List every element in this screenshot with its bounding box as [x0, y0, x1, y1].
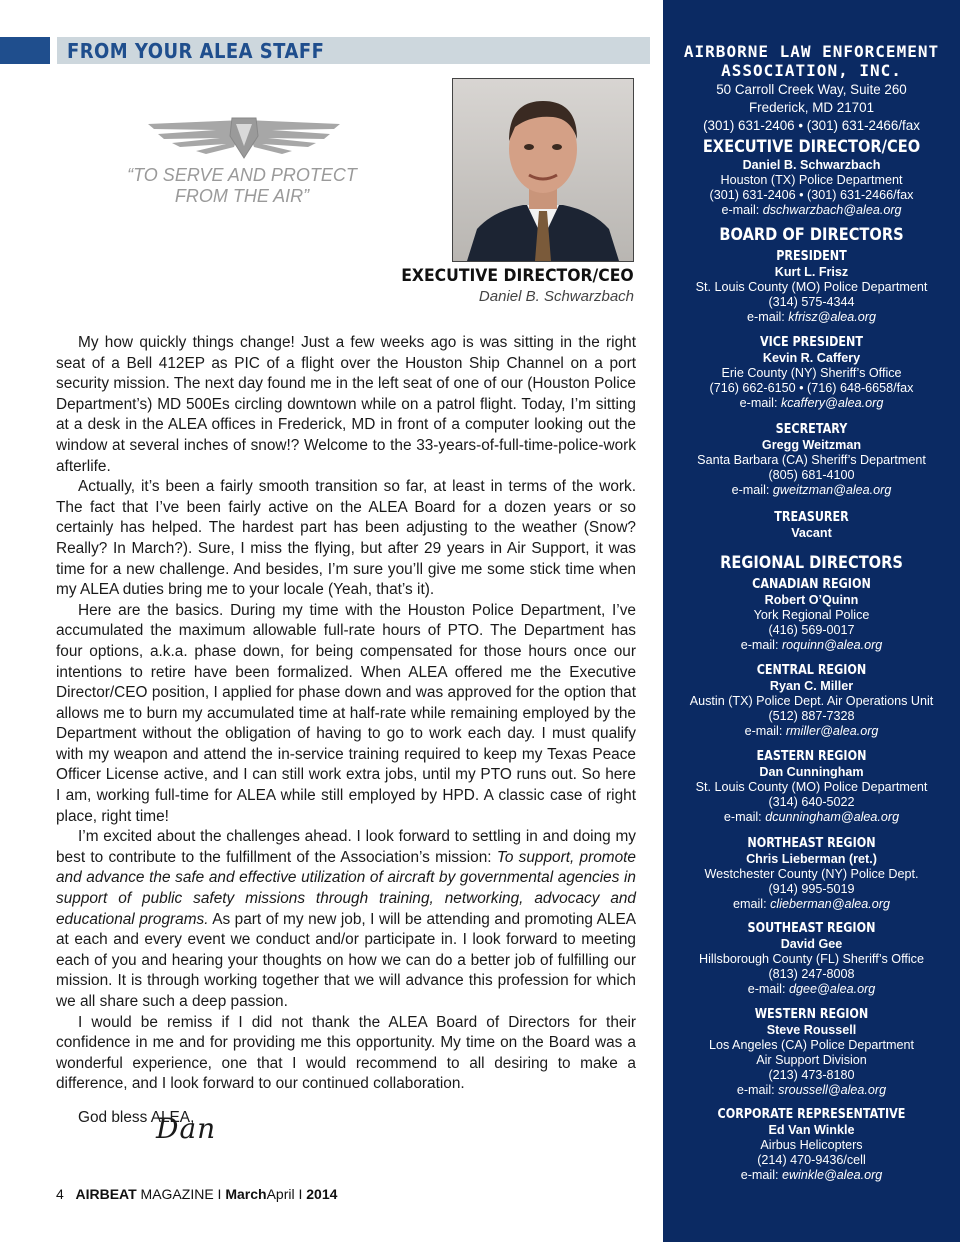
org-name-line-2: ASSOCIATION, INC.: [721, 61, 902, 80]
region-email: [663, 1083, 960, 1098]
region-org: York Regional Police: [753, 608, 870, 622]
region-email: [663, 638, 960, 653]
region-role: EASTERN REGION: [756, 749, 867, 764]
paragraph-4: [56, 827, 636, 1012]
motto: [110, 165, 374, 207]
exec-email: [663, 203, 960, 218]
officer-phone: (805) 681-4100: [768, 468, 855, 482]
region-org: Airbus Helicopters: [760, 1138, 863, 1152]
region-phone: (416) 569-0017: [768, 623, 855, 637]
magazine-name: AIRBEAT: [75, 1186, 137, 1202]
org-address-1: 50 Carroll Creek Way, Suite 260: [716, 82, 907, 97]
email-label: e-mail:: [723, 810, 766, 824]
officer-email: [663, 310, 960, 325]
org-phone: (301) 631-2406 • (301) 631-2466/fax: [703, 118, 920, 133]
email-address[interactable]: dschwarzbach@alea.org: [762, 203, 902, 217]
email-label: email:: [733, 897, 771, 911]
officer-name: Kurt L. Frisz: [774, 265, 849, 279]
issue-month-start: March: [225, 1186, 267, 1202]
officer-org: Santa Barbara (CA) Sheriff’s Department: [697, 453, 926, 467]
officer-phone: (716) 662-6150 • (716) 648-6658/fax: [709, 381, 914, 395]
region-southeast: [663, 921, 960, 997]
region-email: [663, 810, 960, 825]
region-org-2: Air Support Division: [756, 1053, 867, 1067]
directory-sidebar: [663, 0, 960, 1242]
region-name: Chris Lieberman (ret.): [746, 852, 877, 866]
header-accent-block: [0, 37, 50, 64]
exec-org: Houston (TX) Police Department: [720, 173, 903, 187]
portrait-image: [453, 79, 633, 261]
region-org: Los Angeles (CA) Police Department: [708, 1038, 915, 1052]
issue-year: 2014: [306, 1186, 338, 1202]
region-name: Ryan C. Miller: [769, 679, 854, 693]
email-label: e-mail:: [740, 1168, 782, 1182]
footer-separator: I: [294, 1186, 307, 1202]
closing-line: God bless ALEA,: [78, 1108, 195, 1126]
region-phone: (914) 995-5019: [768, 882, 855, 896]
article-body: [56, 333, 636, 1129]
email-address[interactable]: rmiller@alea.org: [785, 724, 879, 738]
region-phone: (512) 887-7328: [768, 709, 855, 723]
org-name-line-1: AIRBORNE LAW ENFORCEMENT: [683, 42, 940, 61]
region-name: David Gee: [780, 937, 843, 951]
footer-separator: I: [213, 1186, 226, 1202]
region-phone: (213) 473-8180: [768, 1068, 855, 1082]
region-role: NORTHEAST REGION: [747, 836, 876, 851]
officer-phone: (314) 575-4344: [768, 295, 855, 309]
email-address[interactable]: dcunningham@alea.org: [765, 810, 900, 824]
email-label: e-mail:: [747, 310, 789, 324]
paragraph-3: Here are the basics. During my time with the Houston Police Department, I’ve accumulated the maximum allowable full-rate hours of PTO. The Department has four options, a.k.a. phase down, for being compensated for those hours once our intentions to retire have been formalized. When ALEA offered me the Executive Director/CEO position, I applied for phase down and was approved for the option that allows me to burn my accumulated time at half-rate while remaining employed by the Department without the obligation of having to go to work each day. I must qualify with my weapon and attend the in-service training required to keep my Texas Peace Officer License active, and I can still work extra jobs, until my PTO runs out. So here I am, working full-time for ALEA while still employed by HPD. A classic case of right place, right time!: [56, 601, 636, 825]
officer-email: [663, 483, 960, 498]
regional-heading-text: REGIONAL DIRECTORS: [720, 553, 903, 573]
region-phone: (813) 247-8008: [768, 967, 855, 981]
officer-treasurer: [663, 510, 960, 541]
region-org: Austin (TX) Police Dept. Air Operations Unit: [689, 694, 934, 708]
email-label: e-mail:: [731, 483, 773, 497]
email-address[interactable]: dgee@alea.org: [788, 982, 876, 996]
region-role: CENTRAL REGION: [756, 663, 867, 678]
officer-email: [663, 396, 960, 411]
officer-name: Kevin R. Caffery: [762, 351, 861, 365]
officer-name: Gregg Weitzman: [761, 438, 862, 452]
email-address[interactable]: kcaffery@alea.org: [780, 396, 884, 410]
email-address[interactable]: gweitzman@alea.org: [772, 483, 892, 497]
region-name: Ed Van Winkle: [768, 1123, 855, 1137]
page-number: 4: [56, 1186, 64, 1202]
region-role: WESTERN REGION: [754, 1007, 869, 1022]
region-role: CORPORATE REPRESENTATIVE: [717, 1107, 906, 1122]
region-email: [663, 1168, 960, 1183]
paragraph-1: My how quickly things change! Just a few weeks ago is was sitting in the right seat of a Bell 412EP as PIC of a flight over the Houston Ship Channel on a port security mission. The next day found me in the left seat of one of our (Houston Police Department’s) MD 500Es circling downtown while on a patrol flight. Today, I’m sitting at a desk in the ALEA offices in Frederick, MD in front of a computer looking out the window at several inches of snow!? Welcome to the 33-years-of-full-time-police-work afterlife.: [56, 334, 636, 475]
section-title: FROM YOUR ALEA STAFF: [67, 39, 325, 63]
portrait-photo: [452, 78, 634, 262]
email-address[interactable]: kfrisz@alea.org: [788, 310, 876, 324]
officer-vice-president: [663, 335, 960, 411]
officer-role: TREASURER: [774, 510, 849, 525]
region-email: [663, 897, 960, 912]
board-heading-text: BOARD OF DIRECTORS: [719, 225, 904, 245]
email-address[interactable]: clieberman@alea.org: [770, 897, 890, 911]
officer-secretary: [663, 422, 960, 498]
email-label: e-mail:: [740, 638, 782, 652]
byline-name: Daniel B. Schwarzbach: [478, 288, 634, 305]
regional-heading: [663, 553, 960, 574]
region-name: Steve Roussell: [766, 1023, 857, 1037]
region-western: [663, 1007, 960, 1098]
email-label: e-mail:: [736, 1083, 779, 1097]
officer-role: PRESIDENT: [776, 249, 847, 264]
paragraph-4-end: As part of my new job, I will be attending and promoting ALEA at each and every event we conduct and/or participate in. I look forward to meeting each of you and hearing your thoughts on how we can do a better job of fulfilling our mission. It is through working together that we will advance this profession for which we all share such a deep passion.: [56, 910, 636, 1010]
region-role: SOUTHEAST REGION: [747, 921, 876, 936]
officer-role: VICE PRESIDENT: [759, 335, 864, 350]
region-org: Hillsborough County (FL) Sheriff’s Office: [699, 952, 924, 966]
email-label: e-mail:: [739, 396, 781, 410]
exec-heading: EXECUTIVE DIRECTOR/CEO: [702, 137, 921, 157]
paragraph-2: Actually, it’s been a fairly smooth transition so far, at least in terms of the work. The fact that I’ve been fairly active on the ALEA Board for a dozen years or so certainly has helped. The hardest part has been adjusting to the weather (Snow? Really? In March?). Sure, I miss the flying, but after 29 years in Air Support, it was time for a new challenge. And besides, I’m sure you’ll give me some stick time when my ALEA duties bring me to your locale (Yeah, that’s it).: [56, 478, 636, 599]
email-label: e-mail:: [747, 982, 789, 996]
issue-month-end: April: [266, 1186, 295, 1202]
board-heading: [663, 225, 960, 246]
email-address[interactable]: sroussell@alea.org: [778, 1083, 887, 1097]
signature: Dan: [156, 1112, 217, 1145]
region-email: [663, 982, 960, 997]
wings-icon: [146, 114, 342, 164]
paragraph-5: I would be remiss if I did not thank the ALEA Board of Directors for their confidence in me and for providing me this opportunity. My time on the Board was a wonderful experience, one that I would recommend to all desiring to make a difference, and I look forward to our continued collaboration.: [56, 1013, 636, 1093]
region-email: [663, 724, 960, 739]
motto-line-1: “TO SERVE AND PROTECT: [127, 165, 357, 185]
mission-statement: To support, promote and advance the safe and effective utilization of aircraft by governmental agencies in support of public safety missions through training, networking, advocacy and educational programs.: [56, 848, 636, 928]
region-role: CANADIAN REGION: [752, 577, 871, 592]
magazine-word: MAGAZINE: [136, 1186, 214, 1202]
region-canadian: [663, 577, 960, 653]
exec-name: Daniel B. Schwarzbach: [742, 158, 881, 172]
exec-phone: (301) 631-2406 • (301) 631-2466/fax: [709, 188, 914, 202]
email-label: e-mail:: [744, 724, 786, 738]
motto-line-2: FROM THE AIR”: [174, 186, 310, 206]
officer-role: SECRETARY: [775, 422, 848, 437]
region-org: St. Louis County (MO) Police Department: [695, 780, 928, 794]
officer-president: [663, 249, 960, 325]
region-phone: (214) 470-9436/cell: [757, 1153, 866, 1167]
region-northeast: [663, 836, 960, 912]
region-eastern: [663, 749, 960, 825]
email-label: e-mail:: [721, 203, 763, 217]
officer-org: Erie County (NY) Sheriff’s Office: [721, 366, 902, 380]
region-phone: (314) 640-5022: [768, 795, 855, 809]
page-footer: [56, 1186, 337, 1202]
officer-name: Vacant: [791, 526, 832, 540]
region-central: [663, 663, 960, 739]
email-address[interactable]: ewinkle@alea.org: [782, 1168, 883, 1182]
officer-org: St. Louis County (MO) Police Department: [695, 280, 928, 294]
region-name: Dan Cunningham: [759, 765, 864, 779]
region-corporate: [663, 1107, 960, 1183]
region-name: Robert O’Quinn: [764, 593, 859, 607]
org-contact: [663, 81, 960, 135]
region-org: Westchester County (NY) Police Dept.: [704, 867, 919, 881]
paragraph-4-start: I’m excited about the challenges ahead. I look forward to settling in and doing my best to contribute to the fulfillment of the Association’s mission:: [56, 828, 636, 866]
exec-director: [663, 137, 960, 218]
email-address[interactable]: roquinn@alea.org: [781, 638, 883, 652]
byline-title: EXECUTIVE DIRECTOR/CEO: [401, 266, 634, 286]
org-name: [663, 42, 960, 80]
org-address-2: Frederick, MD 21701: [748, 100, 875, 115]
